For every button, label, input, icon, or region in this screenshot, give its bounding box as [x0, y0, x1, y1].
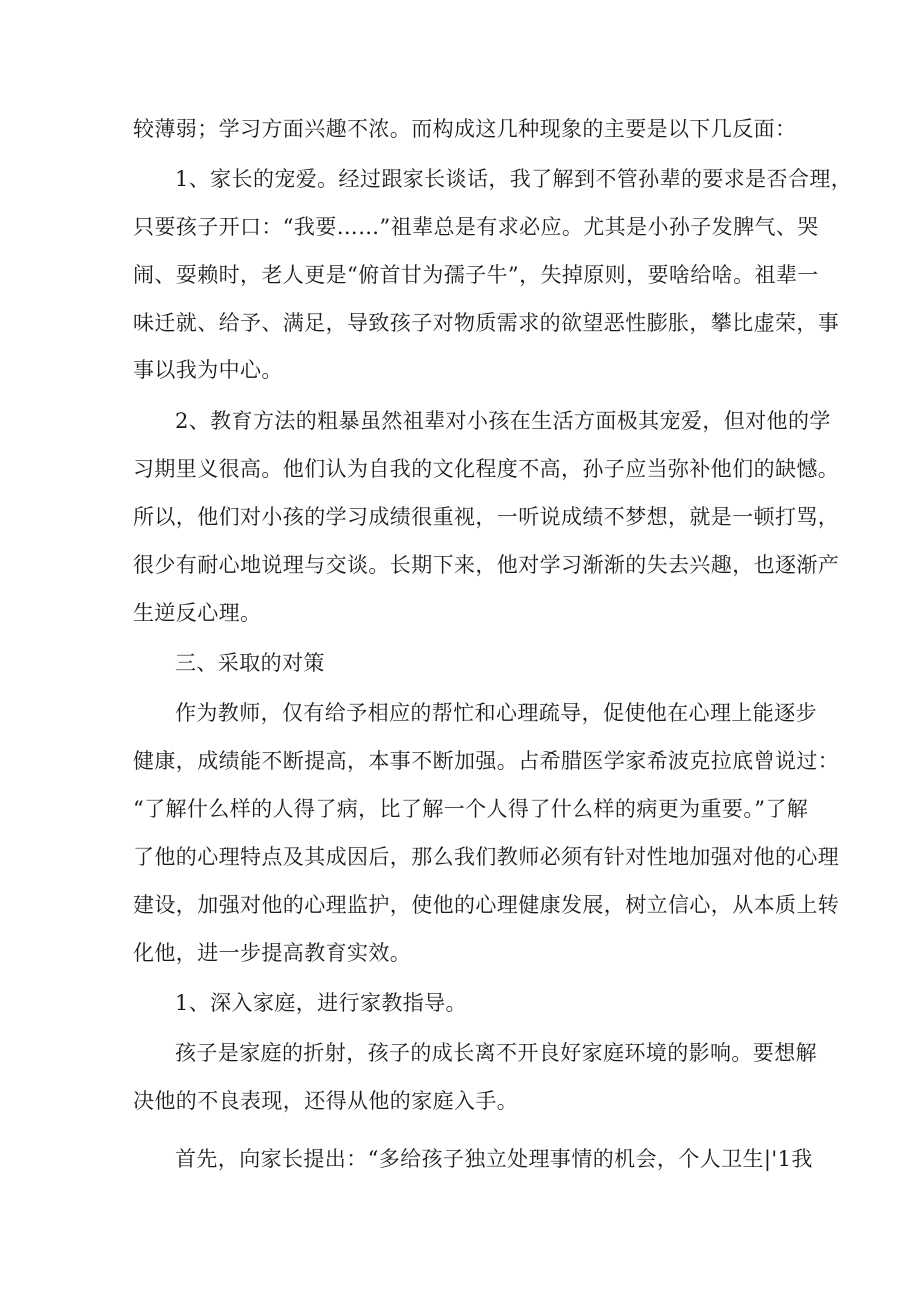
- text-line: “了解什么样的人得了病，比了解一个人得了什么样的病更为重要。”了解: [133, 797, 809, 821]
- text-line: 习期里义很高。他们认为自我的文化程度不高，孙子应当弥补他们的缺憾。: [133, 457, 840, 481]
- text-line: 建设，加强对他的心理监护，使他的心理健康发展，树立信心，从本质上转: [133, 893, 840, 917]
- text-line: 生逆反心理。: [133, 601, 262, 625]
- text-line: 了他的心理特点及其成因后，那么我们教师必须有针对性地加强对他的心理: [133, 845, 840, 869]
- text-line: 化他，进一步提高教育实效。: [133, 941, 412, 965]
- text-line: 较薄弱；学习方面兴趣不浓。而构成这几种现象的主要是以下几反面：: [133, 117, 797, 141]
- text-line: 健康，成绩能不断提高，本事不断加强。占希腊医学家希波克拉底曾说过：: [133, 749, 840, 773]
- text-line: 很少有耐心地说理与交谈。长期下来，他对学习渐渐的失去兴趣，也逐渐产: [133, 553, 840, 577]
- section-heading: 三、采取的对策: [175, 651, 325, 675]
- text-line: 事以我为中心。: [133, 358, 283, 382]
- text-line: 味迁就、给予、满足，导致孩子对物质需求的欲望恶性膨胀，攀比虚荣，事: [133, 311, 840, 335]
- text-line: 作为教师，仅有给予相应的帮忙和心理疏导，促使他在心理上能逐步: [175, 701, 817, 725]
- text-line: 所以，他们对小孩的学习成绩很重视，一听说成绩不梦想，就是一顿打骂，: [133, 505, 840, 529]
- text-line: 决他的不良表现，还得从他的家庭入手。: [133, 1089, 519, 1113]
- text-line: 闹、耍赖时，老人更是“俯首甘为孺子牛”，失掉原则，要啥给啥。祖辈一: [133, 263, 819, 287]
- text-line: 只要孩子开口：“我要……”祖辈总是有求必应。尤其是小孙子发脾气、哭: [133, 215, 819, 239]
- subsection-heading: 1、深入家庭，进行家教指导。: [175, 991, 467, 1015]
- text-line: 孩子是家庭的折射，孩子的成长离不开良好家庭环境的影响。要想解: [175, 1041, 817, 1065]
- text-line: 2、教育方法的粗暴虽然祖辈对小孩在生活方面极其宠爱，但对他的学: [175, 409, 831, 433]
- text-line: 1、家长的宠爱。经过跟家长谈话，我了解到不管孙辈的要求是否合理，: [175, 167, 853, 191]
- text-line: 首先，向家长提出：“多给孩子独立处理事情的机会，个人卫生|'1我: [175, 1147, 813, 1171]
